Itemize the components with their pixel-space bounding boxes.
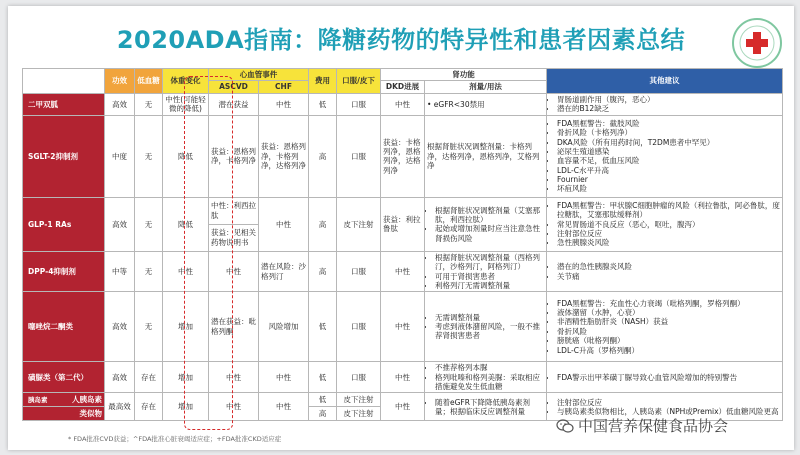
hypo-cell: 存在: [135, 393, 163, 421]
route-cell: 皮下注射: [337, 197, 381, 251]
row-name-insulin-analog: [23, 407, 105, 421]
other-item: • FDA黑框警告：甲状腺C细胞肿瘤的风险（利拉鲁肽，阿必鲁肽，度拉糖肽，艾塞那肽缓释剂）: [557, 201, 780, 220]
other-cell: [547, 251, 783, 292]
table-row: [23, 115, 783, 197]
weight-cell: 中性: [163, 251, 209, 292]
chf-cell: 中性: [259, 93, 309, 115]
table-row: [23, 197, 783, 224]
dkd-cell: 中性: [381, 93, 425, 115]
cost-cell: 低: [309, 362, 337, 393]
other-item: • FDA黑框警告：充血性心力衰竭（吡格列酮，罗格列酮）: [557, 299, 780, 308]
header-chf: CHF: [259, 81, 309, 93]
dose-item: • 利格列汀无需调整剂量: [435, 281, 544, 290]
other-item: • 骨折风险: [557, 327, 780, 336]
dose-cell: • eGFR<30禁用: [425, 93, 547, 115]
dose-item: • 无需调整剂量: [435, 313, 544, 322]
header-renal: 肾功能: [381, 69, 547, 81]
header-hypoglycemia: 低血糖: [135, 69, 163, 94]
weight-cell: 降低: [163, 197, 209, 251]
header-weight: 体重变化: [163, 69, 209, 94]
dose-cell: [425, 197, 547, 251]
watermark-text: 中国营养保健食品协会: [578, 417, 729, 435]
table-row: [23, 362, 783, 393]
other-item: • FDA警示出甲苯磺丁脲导致心血管风险增加的特别警告: [557, 373, 780, 382]
page-title: 2020ADA指南：降糖药物的特异性和患者因素总结: [116, 26, 686, 54]
ascvd-cell: 中性: [209, 362, 259, 393]
cost-cell: 低: [309, 93, 337, 115]
header-ascvd: ASCVD: [209, 81, 259, 93]
efficacy-cell: 高效: [105, 197, 135, 251]
hypo-cell: 无: [135, 251, 163, 292]
other-cell: [547, 292, 783, 362]
ascvd-cell: 中性: [209, 251, 259, 292]
dose-cell: [425, 393, 547, 421]
other-item: • LDL-C水平升高: [557, 166, 780, 175]
cost-cell: 低: [309, 393, 337, 407]
other-cell: [547, 115, 783, 197]
row-name-sulfonylurea: 磺脲类（第二代）: [23, 362, 105, 393]
other-item: • 常见胃肠道不良反应（恶心，呕吐，腹泻）: [557, 220, 780, 229]
other-item: • 潜在的急性胰腺炎风险: [557, 262, 780, 271]
table-row: [23, 93, 783, 115]
other-item: • 胃肠道副作用（腹泻，恶心）: [557, 95, 780, 104]
dkd-cell: 获益：卡格列净，恩格列净，达格列净: [381, 115, 425, 197]
other-item: • 关节痛: [557, 272, 780, 281]
cost-cell: 高: [309, 115, 337, 197]
dose-item: • 随着eGFR下降降低胰岛素剂量；根据临床反应调整剂量: [435, 398, 544, 417]
other-cell: [547, 93, 783, 115]
footnote: * FDA批准CVD获益；^FDA批准心脏衰竭适应症；+FDA批准CKD适应症: [68, 435, 282, 443]
hypo-cell: 无: [135, 115, 163, 197]
dose-item: • 可用于肾损害患者: [435, 272, 544, 281]
insulin-label: 胰岛素: [28, 396, 48, 405]
header-cost: 费用: [309, 69, 337, 94]
route-cell: 皮下注射: [337, 393, 381, 407]
ascvd-cell: 潜在获益: [209, 93, 259, 115]
dose-cell: [425, 292, 547, 362]
ascvd-cell: 潜在获益：吡格列酮: [209, 292, 259, 362]
efficacy-cell: 中度: [105, 115, 135, 197]
hypo-cell: 无: [135, 292, 163, 362]
dkd-cell: 中性: [381, 292, 425, 362]
ascvd-cell: 获益：恩格列净，卡格列净: [209, 115, 259, 197]
ascvd-cell: 获益：见相关药物说明书: [209, 224, 259, 251]
dkd-cell: 获益：利拉鲁肽: [381, 197, 425, 251]
table-row: [23, 251, 783, 292]
route-cell: 皮下注射: [337, 407, 381, 421]
efficacy-cell: 高效: [105, 292, 135, 362]
slide: [8, 6, 794, 450]
dose-item: • 根据肾脏状况调整剂量（西格列汀，沙格列汀，阿格列汀）: [435, 253, 544, 272]
route-cell: 口服: [337, 251, 381, 292]
other-item: • 潜在的B12缺乏: [557, 104, 780, 113]
route-cell: 口服: [337, 292, 381, 362]
dose-cell: [425, 362, 547, 393]
chf-cell: 中性: [259, 362, 309, 393]
dose-item: • 根据肾脏状况调整剂量（艾塞那肽，利西拉肽）: [435, 206, 544, 225]
other-item: • DKA风险（所有用药时间，T2DM患者中罕见）: [557, 138, 780, 147]
header-blank: [23, 69, 105, 94]
header-efficacy: 功效: [105, 69, 135, 94]
cost-cell: 高: [309, 251, 337, 292]
header-route: 口服/皮下: [337, 69, 381, 94]
hypo-cell: 无: [135, 93, 163, 115]
dkd-cell: 中性: [381, 251, 425, 292]
other-item: • 急性胰腺炎风险: [557, 238, 780, 247]
dose-cell: 根据肾脏状况调整剂量：卡格列净，达格列净，恩格列净，艾格列净: [425, 115, 547, 197]
other-item: • 与胰岛素类似物相比，人胰岛素（NPH或Premix）低血糖风险更高: [557, 407, 780, 416]
dose-item: • 起始或增加剂量时应当注意急性肾损伤风险: [435, 224, 544, 243]
other-cell: [547, 197, 783, 251]
chf-cell: 获益：恩格列净，卡格列净，达格列净: [259, 115, 309, 197]
other-item: • 非酒精性脂肪肝炎（NASH）获益: [557, 317, 780, 326]
route-cell: 口服: [337, 362, 381, 393]
row-name-insulin: [23, 393, 105, 407]
efficacy-cell: 中等: [105, 251, 135, 292]
efficacy-cell: 高效: [105, 362, 135, 393]
other-item: • 骨折风险（卡格列净）: [557, 128, 780, 137]
other-item: • Fournier: [557, 175, 780, 184]
chf-cell: 中性: [259, 197, 309, 251]
hospital-logo-icon: [730, 16, 784, 70]
other-item: • 液体潴留（水肿，心衰）: [557, 308, 780, 317]
chf-cell: 潜在风险：沙格列汀: [259, 251, 309, 292]
ascvd-cell: 中性: [209, 393, 259, 421]
dkd-cell: 中性: [381, 362, 425, 393]
dose-cell: [425, 251, 547, 292]
other-item: • 血容量不足，低血压风险: [557, 156, 780, 165]
wechat-icon: [556, 417, 574, 435]
cost-cell: 高: [309, 407, 337, 421]
other-cell: [547, 362, 783, 393]
dose-item: • 不推荐格列本脲: [435, 363, 544, 372]
row-name-metformin: 二甲双胍: [23, 93, 105, 115]
chf-cell: 风险增加: [259, 292, 309, 362]
cost-cell: 低: [309, 292, 337, 362]
row-name-sglt2: SGLT-2抑制剂: [23, 115, 105, 197]
weight-cell: 增加: [163, 362, 209, 393]
row-name-tzd: 噻唑烷二酮类: [23, 292, 105, 362]
efficacy-cell: 高效: [105, 93, 135, 115]
hypo-cell: 存在: [135, 362, 163, 393]
weight-cell: 降低: [163, 115, 209, 197]
header-dkd: DKD进展: [381, 81, 425, 93]
cost-cell: 高: [309, 197, 337, 251]
ascvd-cell: 中性：利西拉肽: [209, 197, 259, 224]
dose-item: • 考虑到液体潴留风险，一般不推荐肾损害患者: [435, 322, 544, 341]
other-item: • 坏疽风险: [557, 184, 780, 193]
watermark: [556, 415, 728, 436]
dose-item: • 格列吡嗪和格列美脲：采取相应措施避免发生低血糖: [435, 373, 544, 392]
drug-comparison-table: [22, 68, 783, 421]
weight-cell: 增加: [163, 292, 209, 362]
row-name-glp1: GLP-1 RAs: [23, 197, 105, 251]
header-other: 其他建议: [547, 69, 783, 94]
weight-cell: 增加: [163, 393, 209, 421]
other-item: • 注射部位反应: [557, 398, 780, 407]
other-item: • 注射部位反应: [557, 229, 780, 238]
chf-cell: 中性: [259, 393, 309, 421]
efficacy-cell: 最高效: [105, 393, 135, 421]
other-item: • LDL-C升高（罗格列酮）: [557, 346, 780, 355]
other-item: • FDA黑框警告：截肢风险: [557, 119, 780, 128]
dkd-cell: 中性: [381, 393, 425, 421]
table-row: [23, 393, 783, 407]
route-cell: 口服: [337, 115, 381, 197]
other-item: • 膀胱癌（吡格列酮）: [557, 336, 780, 345]
route-cell: 口服: [337, 93, 381, 115]
insulin-sub-human: 人胰岛素: [72, 395, 102, 405]
table-row: [23, 292, 783, 362]
other-item: • 泌尿生殖道感染: [557, 147, 780, 156]
row-name-dpp4: DPP-4抑制剂: [23, 251, 105, 292]
insulin-sub-analog: 类似物: [79, 409, 102, 419]
weight-cell: 中性(可能轻微的降低): [163, 93, 209, 115]
hypo-cell: 无: [135, 197, 163, 251]
header-dose: 剂量/用法: [425, 81, 547, 93]
header-cv-events: 心血管事件: [209, 69, 309, 81]
